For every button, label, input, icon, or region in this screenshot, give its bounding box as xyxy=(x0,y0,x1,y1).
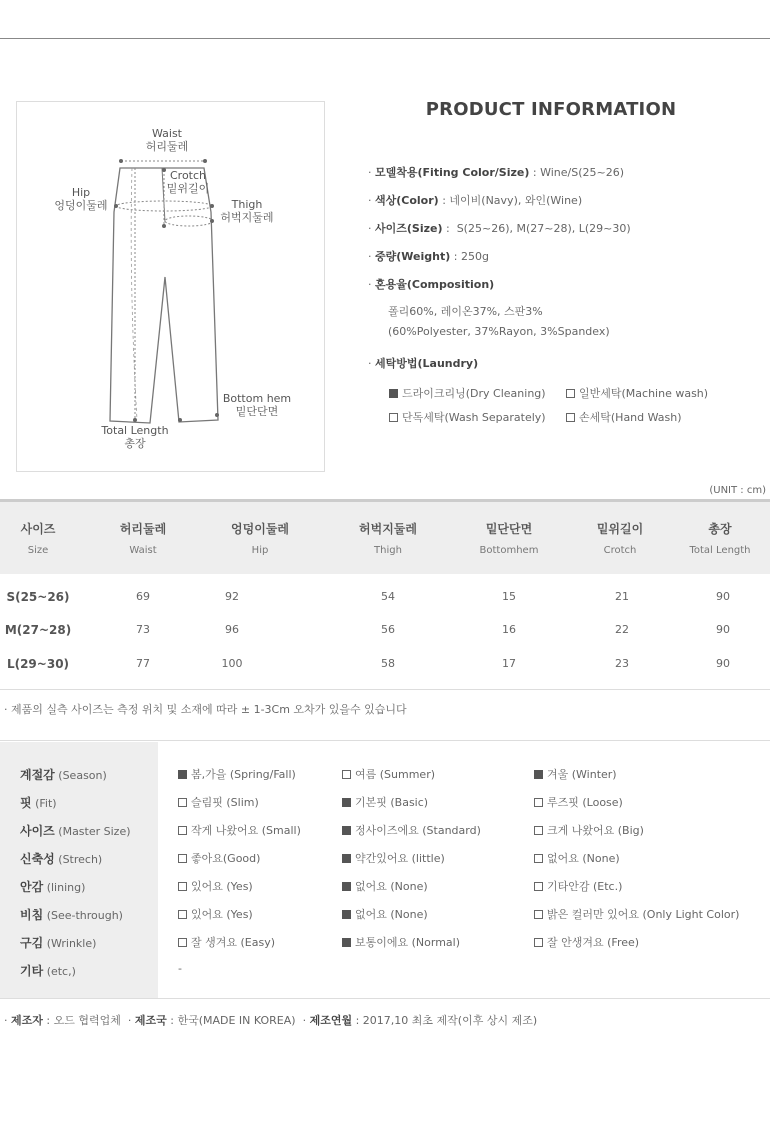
table-cell: 15 xyxy=(502,590,516,603)
attribute-option: 봄,가을 (Spring/Fall) xyxy=(178,766,296,782)
checkbox-empty-icon xyxy=(389,413,398,422)
checkbox-empty-icon xyxy=(566,389,575,398)
attribute-label: 비침 (See-through) xyxy=(20,908,123,922)
composition-en: (60%Polyester, 37%Rayon, 3%Spandex) xyxy=(388,325,610,338)
attribute-option: 있어요 (Yes) xyxy=(178,906,253,922)
checkbox-checked-icon xyxy=(342,798,351,807)
checkbox-empty-icon xyxy=(178,938,187,947)
attribute-option: 좋아요(Good) xyxy=(178,850,260,866)
attribute-option: 슬림핏 (Slim) xyxy=(178,794,259,810)
attribute-label: 구김 (Wrinkle) xyxy=(20,936,97,950)
table-row xyxy=(0,623,770,643)
color-row: · 색상(Color) : 네이비(Navy), 와인(Wine) xyxy=(368,194,583,207)
table-cell: 96 xyxy=(225,623,239,636)
table-cell: S(25~26) xyxy=(6,590,70,604)
table-cell: 90 xyxy=(716,657,730,670)
header-hip: 엉덩이둘레 Hip xyxy=(231,522,289,556)
table-cell: 90 xyxy=(716,590,730,603)
attribute-label: 기타 (etc,) xyxy=(20,964,76,978)
checkbox-empty-icon xyxy=(534,826,543,835)
attribute-option: 잘 생겨요 (Easy) xyxy=(178,934,275,950)
checkbox-checked-icon xyxy=(534,770,543,779)
attribute-label: 핏 (Fit) xyxy=(20,796,57,810)
attribute-label: 사이즈 (Master Size) xyxy=(20,824,131,838)
attribute-option: 밝은 컬러만 있어요 (Only Light Color) xyxy=(534,906,739,922)
attribute-option: 루즈핏 (Loose) xyxy=(534,794,623,810)
laundry-row: · 세탁방법(Laundry) xyxy=(368,357,479,370)
crotch-label: Crotch 밑위길이 xyxy=(166,169,210,195)
attribute-label: 계절감 (Season) xyxy=(20,768,107,782)
table-cell: 73 xyxy=(136,623,150,636)
table-cell: L(29~30) xyxy=(6,657,70,671)
attribute-option: 있어요 (Yes) xyxy=(178,878,253,894)
checkbox-empty-icon xyxy=(178,798,187,807)
header-thigh: 허벅지둘레 Thigh xyxy=(359,522,417,556)
total-length-label: Total Length 총장 xyxy=(101,424,169,450)
attribute-option: 기본핏 (Basic) xyxy=(342,794,428,810)
table-cell: 90 xyxy=(716,623,730,636)
weight-row: · 중량(Weight) : 250g xyxy=(368,250,489,263)
table-cell: 21 xyxy=(615,590,629,603)
table-cell: 16 xyxy=(502,623,516,636)
header-bottomhem: 밑단단면 Bottomhem xyxy=(479,522,539,556)
checkbox-empty-icon xyxy=(534,938,543,947)
table-cell: 69 xyxy=(136,590,150,603)
table-cell: 17 xyxy=(502,657,516,670)
model-fit-row: · 모델착용(Fiting Color/Size) : Wine/S(25~26) xyxy=(368,166,624,179)
attribute-option: 작게 나왔어요 (Small) xyxy=(178,822,301,838)
size-note: · 제품의 실측 사이즈는 측정 위치 및 소재에 따라 ± 1-3Cm 오차가 있을수 있습니다 xyxy=(4,703,407,716)
bottom-hem-label: Bottom hem 밑단단면 xyxy=(222,392,292,418)
table-cell: 77 xyxy=(136,657,150,670)
attribute-option: 정사이즈에요 (Standard) xyxy=(342,822,481,838)
laundry-option: 드라이크리닝(Dry Cleaning) xyxy=(389,385,546,401)
attribute-option: 잘 안생겨요 (Free) xyxy=(534,934,639,950)
table-row xyxy=(0,657,770,677)
attribute-label: 신축성 (Strech) xyxy=(20,852,103,866)
hip-label: Hip 엉덩이둘레 xyxy=(54,186,108,212)
waist-label: Waist 허리둘레 xyxy=(145,127,189,153)
checkbox-empty-icon xyxy=(566,413,575,422)
composition-ko: 폴리60%, 레이온37%, 스판3% xyxy=(388,305,543,318)
table-cell: M(27~28) xyxy=(4,623,72,637)
table-cell: 22 xyxy=(615,623,629,636)
pants-measurement-diagram xyxy=(16,101,325,472)
table-cell: 54 xyxy=(381,590,395,603)
checkbox-empty-icon xyxy=(178,882,187,891)
unit-label: (UNIT : cm) xyxy=(709,485,766,496)
attribute-option: 여름 (Summer) xyxy=(342,766,435,782)
attribute-label: 안감 (lining) xyxy=(20,880,86,894)
divider xyxy=(0,689,770,690)
checkbox-checked-icon xyxy=(342,938,351,947)
header-waist: 허리둘레 Waist xyxy=(119,522,167,556)
divider xyxy=(0,998,770,999)
checkbox-checked-icon xyxy=(178,770,187,779)
checkbox-empty-icon xyxy=(178,826,187,835)
table-cell: 58 xyxy=(381,657,395,670)
checkbox-empty-icon xyxy=(534,798,543,807)
checkbox-checked-icon xyxy=(342,826,351,835)
attribute-option: 겨울 (Winter) xyxy=(534,766,617,782)
attribute-option: 보통이에요 (Normal) xyxy=(342,934,460,950)
attribute-option: 크게 나왔어요 (Big) xyxy=(534,822,644,838)
laundry-option: 손세탁(Hand Wash) xyxy=(566,409,682,425)
header-size: 사이즈 Size xyxy=(20,522,56,556)
header-crotch: 밑위길이 Crotch xyxy=(596,522,644,556)
size-table-header xyxy=(0,502,770,574)
top-divider xyxy=(0,38,770,39)
checkbox-empty-icon xyxy=(534,910,543,919)
manufacturer-info: · 제조자 : 오드 협력업체 · 제조국 : 한국(MADE IN KOREA) · 제조연월 : 2017,10 최초 제작(이후 상시 제조) xyxy=(4,1014,538,1027)
checkbox-empty-icon xyxy=(534,854,543,863)
attribute-value: - xyxy=(178,962,182,975)
attribute-option: 약간있어요 (little) xyxy=(342,850,445,866)
product-information-title: PRODUCT INFORMATION xyxy=(425,99,677,120)
checkbox-empty-icon xyxy=(178,910,187,919)
table-cell: 92 xyxy=(225,590,239,603)
checkbox-empty-icon xyxy=(534,882,543,891)
composition-row: · 혼용율(Composition) xyxy=(368,278,495,291)
checkbox-empty-icon xyxy=(342,770,351,779)
size-row: · 사이즈(Size) : S(25~26), M(27~28), L(29~30) xyxy=(368,222,631,235)
table-row xyxy=(0,590,770,610)
divider xyxy=(0,740,770,741)
table-cell: 100 xyxy=(221,657,243,670)
checkbox-checked-icon xyxy=(389,389,398,398)
checkbox-checked-icon xyxy=(342,882,351,891)
attribute-option: 기타안감 (Etc.) xyxy=(534,878,622,894)
laundry-option: 일반세탁(Machine wash) xyxy=(566,385,708,401)
attribute-option: 없어요 (None) xyxy=(534,850,620,866)
table-cell: 56 xyxy=(381,623,395,636)
attribute-option: 없어요 (None) xyxy=(342,878,428,894)
thigh-label: Thigh 허벅지둘레 xyxy=(220,198,274,224)
checkbox-empty-icon xyxy=(178,854,187,863)
checkbox-checked-icon xyxy=(342,854,351,863)
laundry-option: 단독세탁(Wash Separately) xyxy=(389,409,546,425)
checkbox-checked-icon xyxy=(342,910,351,919)
table-cell: 23 xyxy=(615,657,629,670)
header-total-length: 총장 Total Length xyxy=(689,522,751,556)
attribute-option: 없어요 (None) xyxy=(342,906,428,922)
